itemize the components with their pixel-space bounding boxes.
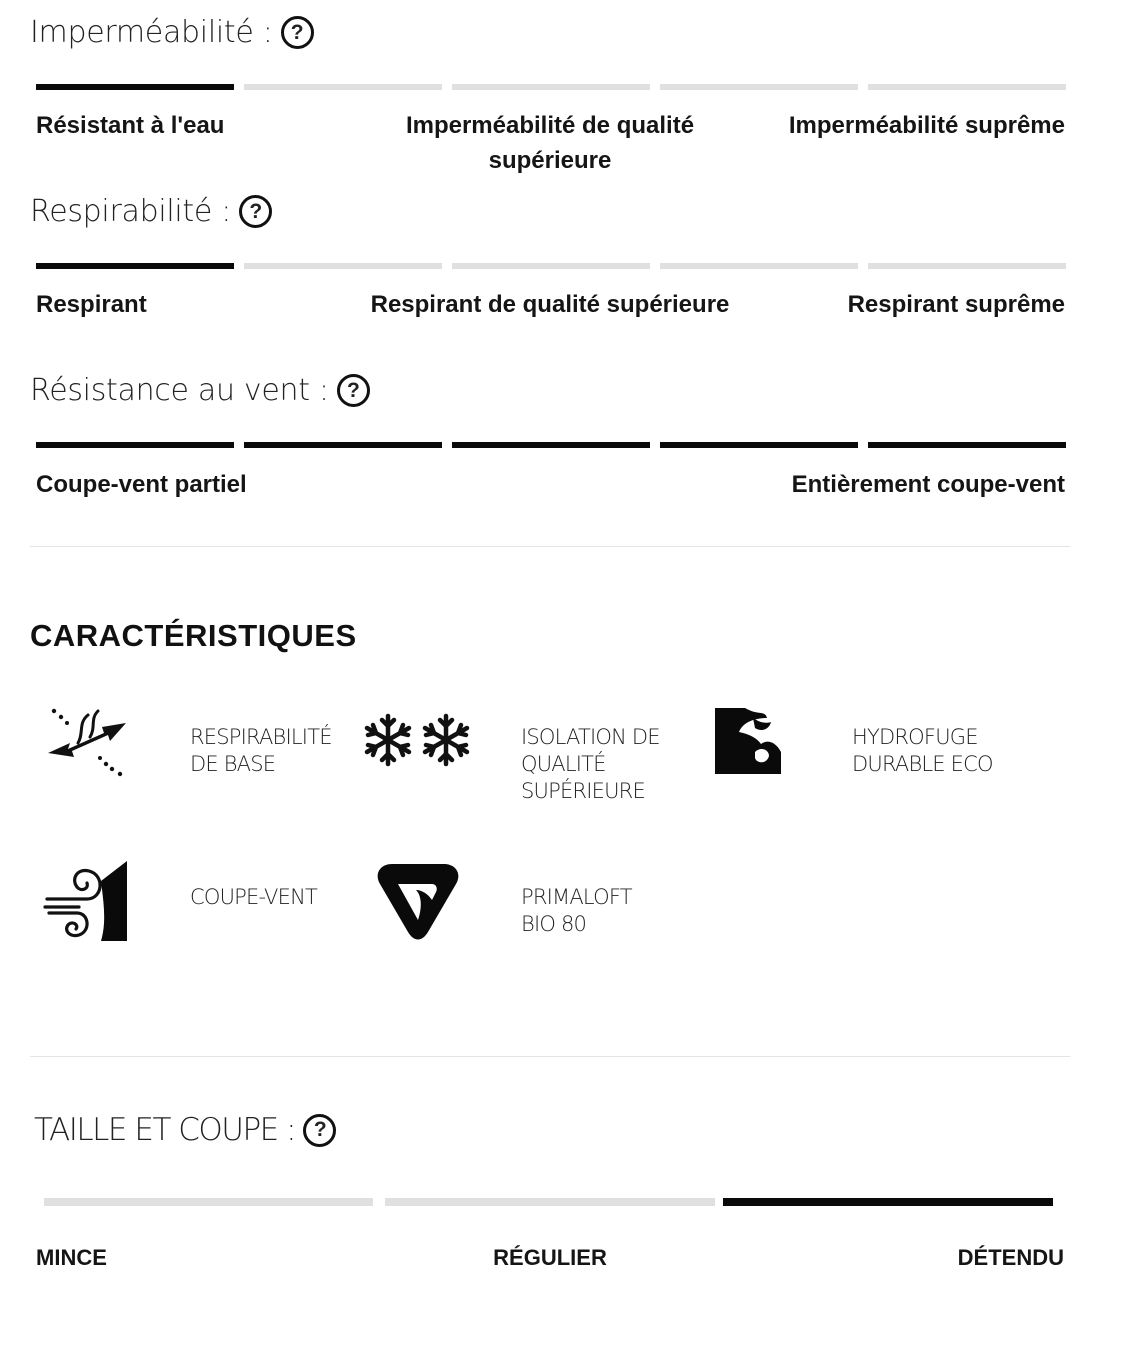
fit-title bbox=[34, 1112, 336, 1148]
waterproof-rating-title bbox=[30, 15, 314, 50]
fit-label-slim: MINCE bbox=[36, 1245, 107, 1270]
feature-label-water-repellent bbox=[852, 724, 993, 778]
breathability-label-center: Respirant de qualité supérieure bbox=[370, 291, 730, 318]
wind-label-left: Coupe-vent partiel bbox=[36, 471, 247, 498]
fit-label-regular: RÉGULIER bbox=[493, 1245, 607, 1270]
feature-line: HYDROFUGE bbox=[852, 725, 978, 749]
scale-segment bbox=[36, 442, 234, 448]
breathability-title-text: Respirabilité : bbox=[30, 194, 232, 229]
waterproof-title-text: Imperméabilité : bbox=[30, 15, 273, 50]
fit-bar-1 bbox=[385, 1198, 715, 1206]
fit-label-relaxed: DÉTENDU bbox=[957, 1245, 1064, 1270]
scale-segment bbox=[244, 263, 442, 269]
feature-line: DURABLE ECO bbox=[852, 752, 993, 776]
waterproof-label-right: Imperméabilité suprême bbox=[788, 112, 1065, 139]
scale-segment bbox=[660, 263, 858, 269]
feature-line: ISOLATION DE bbox=[521, 725, 660, 749]
feature-label-windproof bbox=[190, 884, 317, 911]
feature-label-primaloft bbox=[521, 884, 632, 938]
wind-scale bbox=[36, 442, 1065, 448]
breathability-label-left: Respirant bbox=[36, 291, 147, 318]
breathability-arrows-icon bbox=[44, 703, 128, 779]
scale-segment bbox=[868, 84, 1066, 90]
feature-label-breathability bbox=[190, 724, 332, 778]
feature-line: BIO 80 bbox=[521, 912, 587, 936]
section-divider bbox=[30, 1056, 1070, 1057]
feature-line: SUPÉRIEURE bbox=[521, 779, 645, 803]
wind-help-icon[interactable]: ? bbox=[337, 374, 370, 407]
scale-segment bbox=[868, 442, 1066, 448]
scale-segment bbox=[452, 263, 650, 269]
scale-segment bbox=[452, 84, 650, 90]
scale-segment bbox=[244, 442, 442, 448]
feature-label-insulation bbox=[521, 724, 660, 805]
scale-segment bbox=[452, 442, 650, 448]
fit-title-text: TAILLE ET COUPE : bbox=[34, 1112, 296, 1148]
fit-bar-0 bbox=[44, 1198, 373, 1206]
wind-icon bbox=[43, 859, 129, 943]
wind-label-right: Entièrement coupe-vent bbox=[791, 471, 1065, 498]
wind-rating-title bbox=[30, 373, 370, 408]
scale-segment bbox=[868, 263, 1066, 269]
feature-line: PRIMALOFT bbox=[521, 885, 632, 909]
feature-line: DE BASE bbox=[190, 752, 276, 776]
breathability-rating-title bbox=[30, 194, 272, 229]
waterproof-label-center: Imperméabilité de qualité supérieure bbox=[405, 112, 695, 174]
breathability-scale bbox=[36, 263, 1065, 269]
feature-line: QUALITÉ bbox=[521, 752, 606, 776]
waterproof-label-left: Résistant à l'eau bbox=[36, 112, 225, 139]
fit-help-icon[interactable]: ? bbox=[303, 1114, 336, 1147]
breathability-help-icon[interactable]: ? bbox=[239, 195, 272, 228]
scale-segment bbox=[36, 263, 234, 269]
scale-segment bbox=[660, 84, 858, 90]
features-title: CARACTÉRISTIQUES bbox=[30, 618, 357, 653]
scale-segment bbox=[36, 84, 234, 90]
feature-line: COUPE-VENT bbox=[190, 885, 318, 909]
primaloft-logo-icon bbox=[376, 862, 460, 940]
waterproof-scale bbox=[36, 84, 1065, 90]
scale-segment bbox=[660, 442, 858, 448]
section-divider bbox=[30, 546, 1070, 547]
water-repellent-icon bbox=[715, 708, 781, 774]
wind-title-text: Résistance au vent : bbox=[30, 373, 329, 408]
fit-bar-2 bbox=[723, 1198, 1053, 1206]
feature-line: RESPIRABILITÉ bbox=[190, 725, 332, 749]
breathability-label-right: Respirant suprême bbox=[847, 291, 1065, 318]
snowflakes-icon bbox=[362, 712, 472, 768]
waterproof-help-icon[interactable]: ? bbox=[281, 16, 314, 49]
scale-segment bbox=[244, 84, 442, 90]
